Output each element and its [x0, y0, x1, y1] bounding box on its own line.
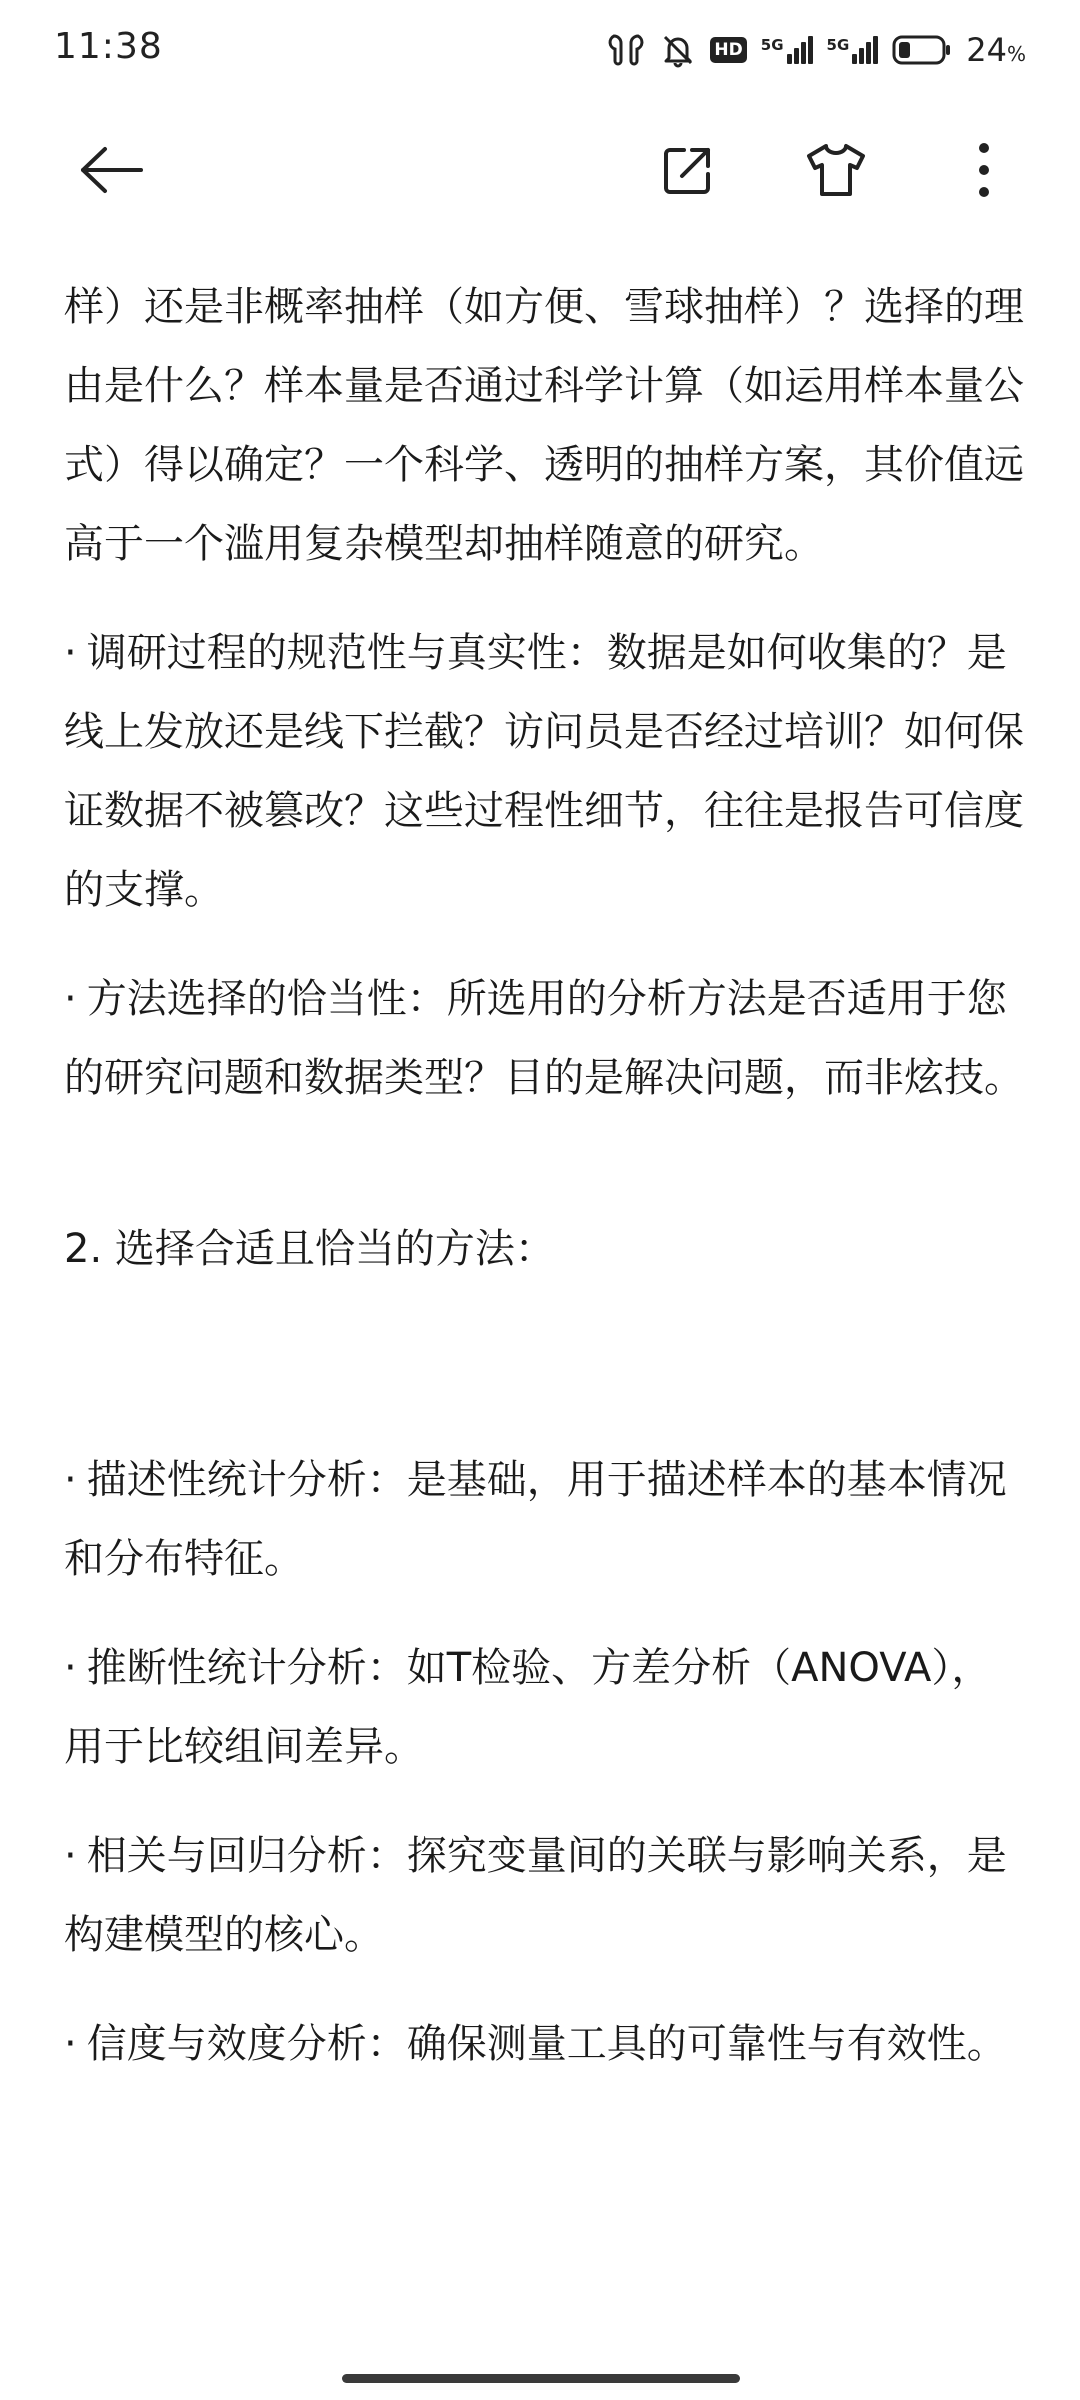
bell-off-icon: [660, 32, 696, 68]
bullet-dot: ·: [64, 1645, 77, 1691]
status-time: 11:38: [54, 26, 163, 67]
section-heading: 2. 选择合适且恰当的方法：: [64, 1226, 555, 1272]
theme-shirt-button[interactable]: [800, 134, 872, 206]
status-icons: [606, 28, 1026, 72]
battery-icon: [892, 34, 952, 66]
bullet-item: [64, 960, 1024, 1118]
bullet-item: [64, 614, 1024, 930]
network-type-label-2: 5G: [826, 36, 850, 54]
back-button[interactable]: [76, 134, 148, 206]
bullet-dot: ·: [64, 1833, 77, 1879]
bullet-text: 信度与效度分析：确保测量工具的可靠性与有效性。: [86, 2021, 1007, 2067]
arrow-left-icon: [79, 145, 145, 195]
bullet-text: 方法选择的恰当性：所选用的分析方法是否适用于您的研究问题和数据类型？目的是解决问题，而非炫技。: [64, 976, 1024, 1101]
earbuds-icon: [606, 32, 646, 68]
external-link-icon: [660, 142, 716, 198]
bullet-item: [64, 2005, 1024, 2084]
status-bar: [0, 0, 1080, 100]
home-gesture-bar[interactable]: [342, 2374, 740, 2383]
bullet-text: 描述性统计分析：是基础，用于描述样本的基本情况和分布特征。: [64, 1457, 1007, 1582]
bullet-text: 调研过程的规范性与真实性：数据是如何收集的？是线上发放还是线下拦截？访问员是否经过培训？如何保证数据不被篡改？这些过程性细节，往往是报告可信度的支撑。: [64, 630, 1024, 913]
app-toolbar: [0, 110, 1080, 230]
bullet-item: [64, 1817, 1024, 1975]
more-vertical-icon: [976, 142, 992, 198]
bullet-text: 推断性统计分析：如T检验、方差分析（ANOVA），用于比较组间差异。: [64, 1645, 992, 1770]
bullet-item: [64, 1629, 1024, 1787]
signal-strength-icon-2: [827, 36, 879, 64]
bullet-dot: ·: [64, 1457, 77, 1503]
bullet-text: 相关与回归分析：探究变量间的关联与影响关系，是构建模型的核心。: [64, 1833, 1007, 1958]
bullet-dot: ·: [64, 976, 77, 1022]
bullet-item: [64, 1441, 1024, 1599]
battery-percent: 24%: [966, 31, 1026, 69]
more-options-button[interactable]: [948, 134, 1020, 206]
intro-paragraph: 样）还是非概率抽样（如方便、雪球抽样）？选择的理由是什么？样本量是否通过科学计算（如运用样本量公式）得以确定？一个科学、透明的抽样方案，其价值远高于一个滥用复杂模型却抽样随意的研究。: [64, 284, 1024, 567]
share-button[interactable]: [652, 134, 724, 206]
bullet-dot: ·: [64, 2021, 77, 2067]
shirt-icon: [805, 142, 867, 198]
bullet-dot: ·: [64, 630, 77, 676]
article-content: [64, 268, 1024, 2114]
hd-voice-badge: HD: [710, 37, 746, 63]
signal-strength-icon: [761, 36, 813, 64]
network-type-label: 5G: [760, 36, 784, 54]
